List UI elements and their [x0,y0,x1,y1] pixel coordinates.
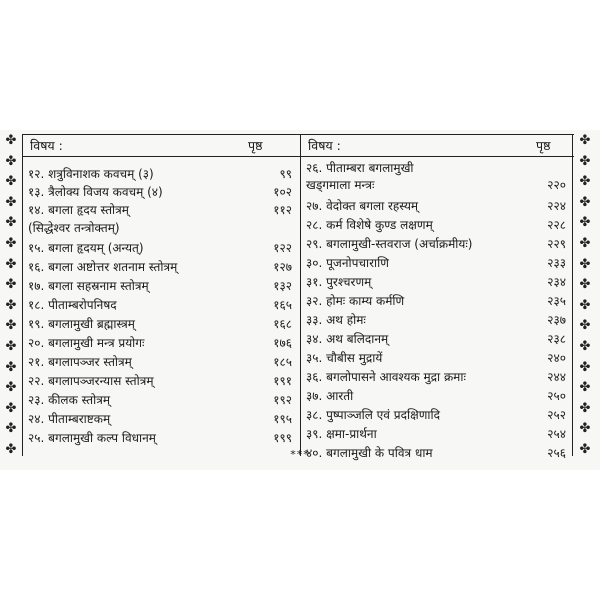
ornament-glyph: ✤ [5,421,17,437]
ornament-glyph: ✤ [5,441,17,457]
index-entry-page: २४० [547,351,566,365]
footer-stars: *** [290,448,310,461]
ornament-glyph: ✤ [579,359,591,375]
left-rule [22,134,23,456]
ornament-glyph: ✤ [5,277,17,293]
left-ornament-border [4,134,18,456]
index-entry-page: १९९ [273,431,292,445]
index-entry-title: २३. कीलक स्तोत्रम् [28,393,111,407]
index-entry-page: २३४ [547,275,566,289]
ornament-glyph: ✤ [5,256,17,272]
left-page-header: पृष्ठ [248,138,263,153]
right-subject-header: विषय : [308,138,341,153]
ornament-glyph: ✤ [5,235,17,251]
index-entry-title: ३१. पुरश्चरणम् [306,275,372,289]
ornament-glyph: ✤ [579,380,591,396]
ornament-glyph: ✤ [579,215,591,231]
index-entry-page: १२७ [273,260,292,274]
ornament-glyph: ✤ [5,194,17,210]
ornament-glyph: ✤ [5,133,17,148]
ornament-glyph: ✤ [5,318,17,334]
index-entry-page: १९१ [273,374,292,388]
ornament-glyph: ✤ [579,194,591,210]
ornament-glyph: ✤ [5,297,17,313]
column-divider [300,134,301,456]
index-entry-title: ४०. बगलामुखी के पवित्र धाम [306,446,433,460]
index-entry-title: २६. पीताम्बरा बगलामुखी [306,161,414,175]
index-entry-title: ३४. अथ बलिदानम् [306,332,389,346]
ornament-glyph: ✤ [579,235,591,251]
ornament-glyph: ✤ [5,338,17,354]
index-entry-title: २१. बगलापञ्जर स्तोत्रम् [28,355,132,369]
left-subject-header: विषय : [30,138,63,153]
index-entry-page: २३५ [547,294,566,308]
index-entry-page: २३३ [547,256,566,270]
index-entry-page: २३७ [547,313,566,327]
ornament-glyph: ✤ [579,174,591,190]
index-entry-page: ९९ [279,167,292,181]
ornament-glyph: ✤ [579,297,591,313]
index-entry-title: ३३. अथ होमः [306,313,366,327]
index-entry-page: १९५ [273,412,292,426]
index-entry-title: २२. बगलापञ्जरन्यास स्तोत्रम् [28,374,154,388]
ornament-glyph: ✤ [5,215,17,231]
index-entry-page: २५२ [547,408,566,422]
index-entry-title: १४. बगला हृदय स्तोत्रम् [28,203,129,217]
index-entry-title: २५. बगलामुखी कल्प विधानम् [28,431,156,445]
index-entry-page: ११२ [273,203,292,217]
index-entry-title: १६. बगला अष्टोत्तर शतनाम स्तोत्रम् [28,260,178,274]
index-entry-title: १५. बगला हृदयम् (अन्यत्) [28,241,144,255]
index-entry-title: २८. कर्म विशेषे कुण्ड लक्षणम् [306,218,433,232]
index-entry-page: १६५ [273,298,292,312]
ornament-glyph: ✤ [5,400,17,416]
index-entry-title: ३५. चौबीस मुद्रायें [306,351,383,365]
index-entry-title: २९. बगलामुखी-स्तवराज (अर्चाक्रमीयः) [306,237,473,251]
index-entry-title: ३७. आरती [306,389,354,403]
ornament-glyph: ✤ [579,400,591,416]
index-entry-title: ३८. पुष्पाञ्जलि एवं प्रदक्षिणादि [306,408,440,422]
ornament-glyph: ✤ [5,174,17,190]
index-entry-page: २२० [547,178,566,192]
header-rule [22,156,574,157]
ornament-glyph: ✤ [5,380,17,396]
index-entry-page: १३२ [273,279,292,293]
index-entry-title: ३२. होमः काम्य कर्मणि [306,294,405,308]
right-page-header: पृष्ठ [536,138,551,153]
index-entry-page: २५४ [547,427,566,441]
index-entry-page: २३८ [547,332,566,346]
index-entry-title: (सिद्धेश्वर तन्त्रोक्तम्) [28,221,120,235]
ornament-glyph: ✤ [579,318,591,334]
index-entry-title: खड्गमाला मन्त्रः [306,178,375,192]
index-entry-title: १३. त्रैलोक्य विजय कवचम् (४) [28,185,163,199]
index-entry-title: १९. बगलामुखी ब्रह्मास्त्रम् [28,317,135,331]
top-rule [22,134,574,135]
index-entry-page: २५६ [547,446,566,460]
right-ornament-border [578,134,592,456]
index-entry-page: २२८ [547,218,566,232]
ornament-glyph: ✤ [579,338,591,354]
index-page [0,130,600,470]
ornament-glyph: ✤ [579,256,591,272]
index-entry-page: १२२ [273,241,292,255]
index-entry-title: २७. वेदोक्त बगला रहस्यम् [306,199,419,213]
ornament-glyph: ✤ [579,441,591,457]
index-entry-title: १२. शत्रुविनाशक कवचम् (३) [28,167,154,181]
index-entry-title: ३०. पूजनोपचाराणि [306,256,389,270]
ornament-glyph: ✤ [579,277,591,293]
index-entry-page: २२४ [547,199,566,213]
index-entry-page: १६८ [273,317,292,331]
index-entry-page: २४४ [547,370,566,384]
ornament-glyph: ✤ [579,133,591,148]
ornament-glyph: ✤ [579,421,591,437]
ornament-glyph: ✤ [5,359,17,375]
index-entry-title: २४. पीताम्बराष्टकम् [28,412,111,426]
index-entry-page: १७६ [273,336,292,350]
index-entry-page: १८५ [273,355,292,369]
index-entry-page: १९२ [273,393,292,407]
index-entry-title: ३६. बगलोपासने आवश्यक मुद्रा क्रमाः [306,370,466,384]
ornament-glyph: ✤ [5,153,17,169]
index-entry-title: ३९. क्षमा-प्रार्थना [306,427,377,441]
index-entry-title: २०. बगलामुखी मन्त्र प्रयोगः [28,336,145,350]
index-entry-page: १०२ [273,185,292,199]
index-entry-title: १७. बगला सहस्रनाम स्तोत्रम् [28,279,149,293]
ornament-glyph: ✤ [579,153,591,169]
index-entry-page: २५० [547,389,566,403]
right-rule [572,134,573,456]
index-entry-page: २२९ [547,237,566,251]
index-entry-title: १८. पीताम्बरोपनिषद [28,298,117,312]
